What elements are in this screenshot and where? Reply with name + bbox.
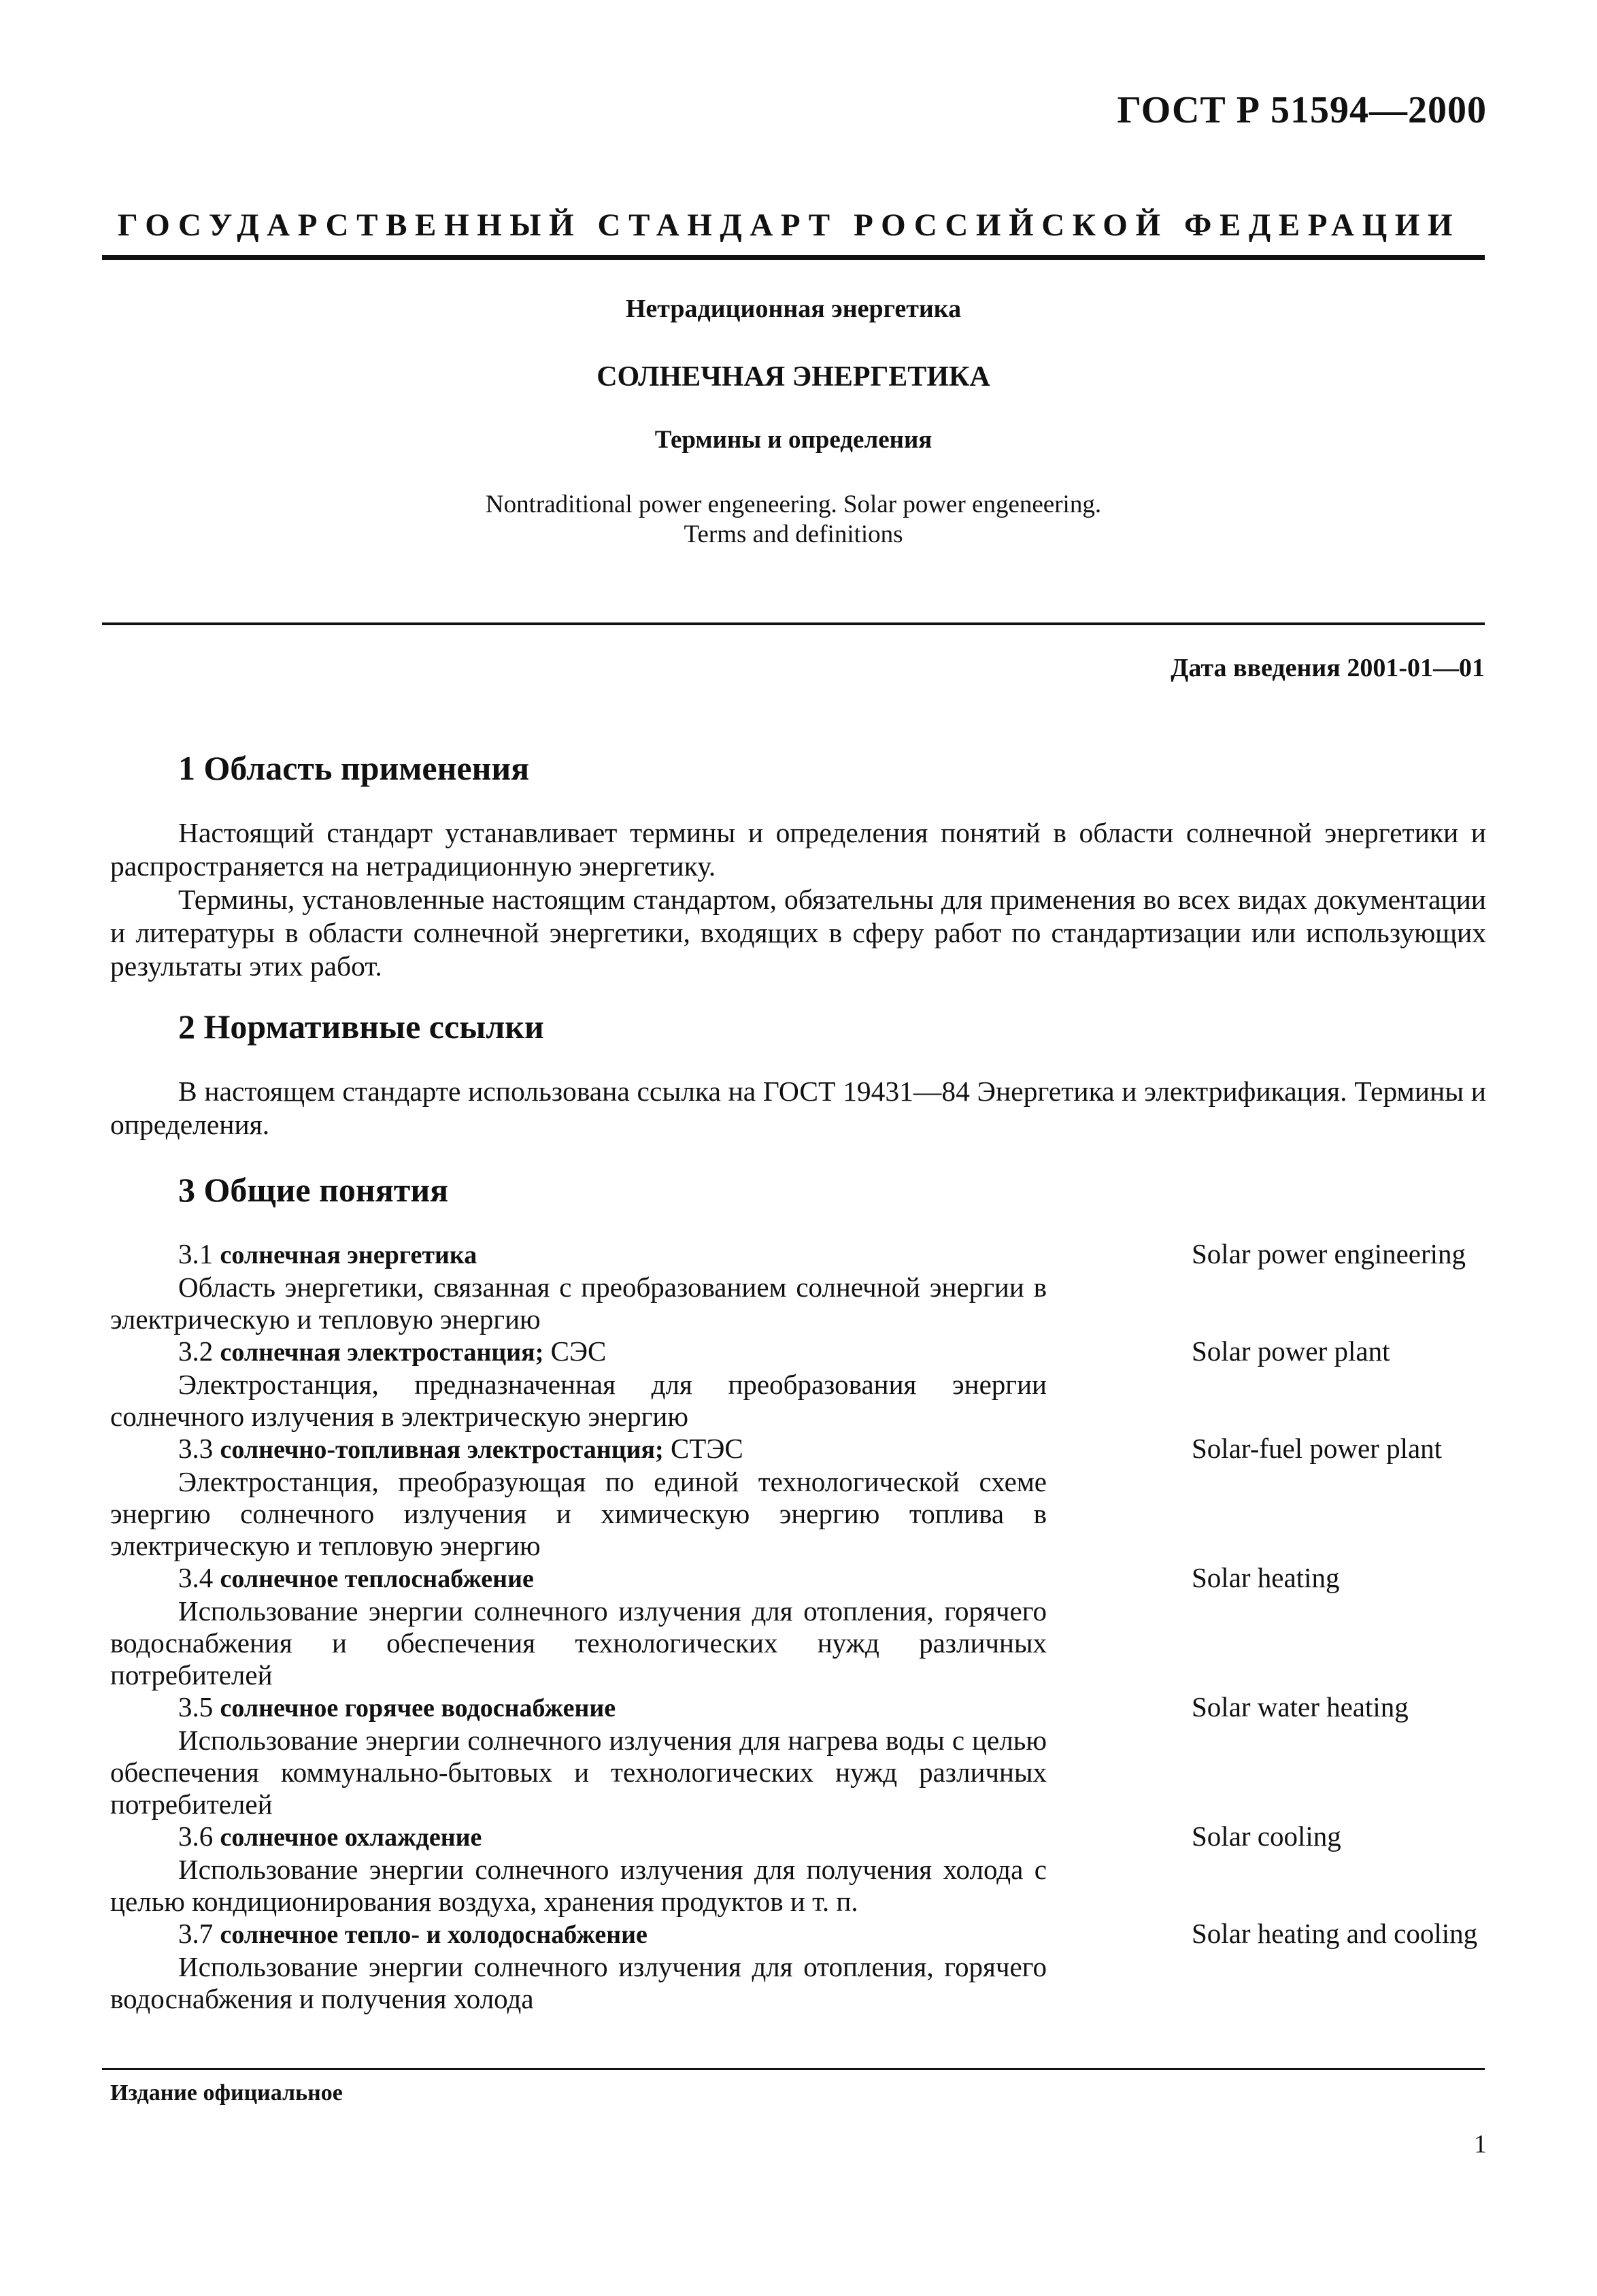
english-title-line-1: Nontraditional power engeneering. Solar power engeneering. xyxy=(485,490,1102,518)
term-name: солнечное охлаждение xyxy=(220,1823,482,1852)
term-entry xyxy=(110,1238,1498,1335)
document-code: ГОСТ Р 51594—2000 xyxy=(1117,89,1487,131)
term-definition: Область энергетики, связанная с преобразованием солнечной энергии в электрическую и тепловую энергию xyxy=(110,1271,1047,1335)
term-definition: Электростанция, предназначенная для преобразования энергии солнечного излучения в электрическую энергию xyxy=(110,1369,1047,1432)
term-english: Solar water heating xyxy=(1192,1691,1409,1723)
term-definition: Использование энергии солнечного излучения для получения холода с целью кондиционирования воздуха, хранения продуктов и т. п. xyxy=(110,1854,1047,1917)
english-title-line-2: Terms and definitions xyxy=(684,520,903,548)
term-entry xyxy=(110,1691,1498,1820)
term-english: Solar power plant xyxy=(1192,1335,1390,1367)
term-english: Solar cooling xyxy=(1192,1820,1341,1852)
header-rule xyxy=(102,255,1485,260)
term-name: солнечное теплоснабжение xyxy=(220,1565,534,1593)
introduction-date: Дата введения 2001-01—01 xyxy=(1171,654,1485,682)
section-2-body xyxy=(110,1075,1486,1142)
standard-banner: ГОСУДАРСТВЕННЫЙ СТАНДАРТ РОССИЙСКОЙ ФЕДЕРАЦИИ xyxy=(117,207,1461,243)
term-entry xyxy=(110,1335,1498,1433)
edition-label: Издание официальное xyxy=(110,2080,343,2106)
footer-rule xyxy=(102,2068,1485,2070)
term-name: солнечное тепло- и холодоснабжение xyxy=(220,1920,648,1949)
term-english: Solar heating and cooling xyxy=(1192,1918,1478,1949)
term-abbreviation: СТЭС xyxy=(670,1433,743,1464)
term-definition: Использование энергии солнечного излучения для отопления, горячего водоснабжения и получения холода xyxy=(110,1951,1047,2014)
english-title xyxy=(102,490,1485,550)
term-definition: Использование энергии солнечного излучения для отопления, горячего водоснабжения и обеспечения технологических нужд различных потребителей xyxy=(110,1595,1047,1691)
term-entry xyxy=(110,1433,1498,1562)
term-number: 3.1 xyxy=(178,1238,214,1269)
term-english: Solar-fuel power plant xyxy=(1192,1433,1443,1464)
term-name: солнечное горячее водоснабжение xyxy=(220,1694,616,1723)
term-english: Solar power engineering xyxy=(1192,1238,1466,1269)
page-number: 1 xyxy=(1474,2130,1487,2159)
term-english: Solar heating xyxy=(1192,1562,1340,1593)
term-abbreviation: СЭС xyxy=(550,1335,607,1367)
term-entry xyxy=(110,1562,1498,1691)
document-title: СОЛНЕЧНАЯ ЭНЕРГЕТИКА xyxy=(596,361,990,393)
section-1-paragraph-2: Термины, установленные настоящим стандартом, обязательны для применения во всех видах документации и литературы в области солнечной энергетики, входящих в сферу работ по стандартизации или использующих результаты этих работ. xyxy=(110,884,1486,982)
term-number: 3.7 xyxy=(178,1918,214,1949)
section-2-paragraph-1: В настоящем стандарте использована ссылка на ГОСТ 19431—84 Энергетика и электрификация. Термины и определения. xyxy=(110,1076,1486,1140)
term-number: 3.2 xyxy=(178,1335,214,1367)
term-entry xyxy=(110,1918,1498,2015)
term-definition: Использование энергии солнечного излучения для нагрева воды с целью обеспечения коммунально-бытовых и технологических нужд различных потребителей xyxy=(110,1725,1047,1820)
term-definition: Электростанция, преобразующая по единой технологической схеме энергию солнечного излучения и химическую энергию топлива в электрическую и тепловую энергию xyxy=(110,1466,1047,1561)
term-entry xyxy=(110,1820,1498,1918)
section-1-heading: 1 Область применения xyxy=(178,749,530,787)
terms-list xyxy=(110,1238,1498,2015)
title-rule xyxy=(102,622,1485,625)
subject-area: Нетрадиционная энергетика xyxy=(625,295,962,323)
term-name: солнечная энергетика xyxy=(220,1241,477,1269)
section-2-heading: 2 Нормативные ссылки xyxy=(178,1008,544,1046)
term-number: 3.4 xyxy=(178,1562,214,1593)
term-name: солнечно-топливная электростанция; xyxy=(220,1435,664,1464)
document-subtitle: Термины и определения xyxy=(654,426,932,454)
term-number: 3.5 xyxy=(178,1691,214,1723)
term-name: солнечная электростанция; xyxy=(220,1338,544,1367)
section-1-paragraph-1: Настоящий стандарт устанавливает термины и определения понятий в области солнечной энергетики и распространяется на нетрадиционную энергетику. xyxy=(110,817,1486,882)
section-1-body xyxy=(110,816,1486,983)
term-number: 3.6 xyxy=(178,1820,214,1852)
term-number: 3.3 xyxy=(178,1433,214,1464)
section-3-heading: 3 Общие понятия xyxy=(178,1171,449,1209)
